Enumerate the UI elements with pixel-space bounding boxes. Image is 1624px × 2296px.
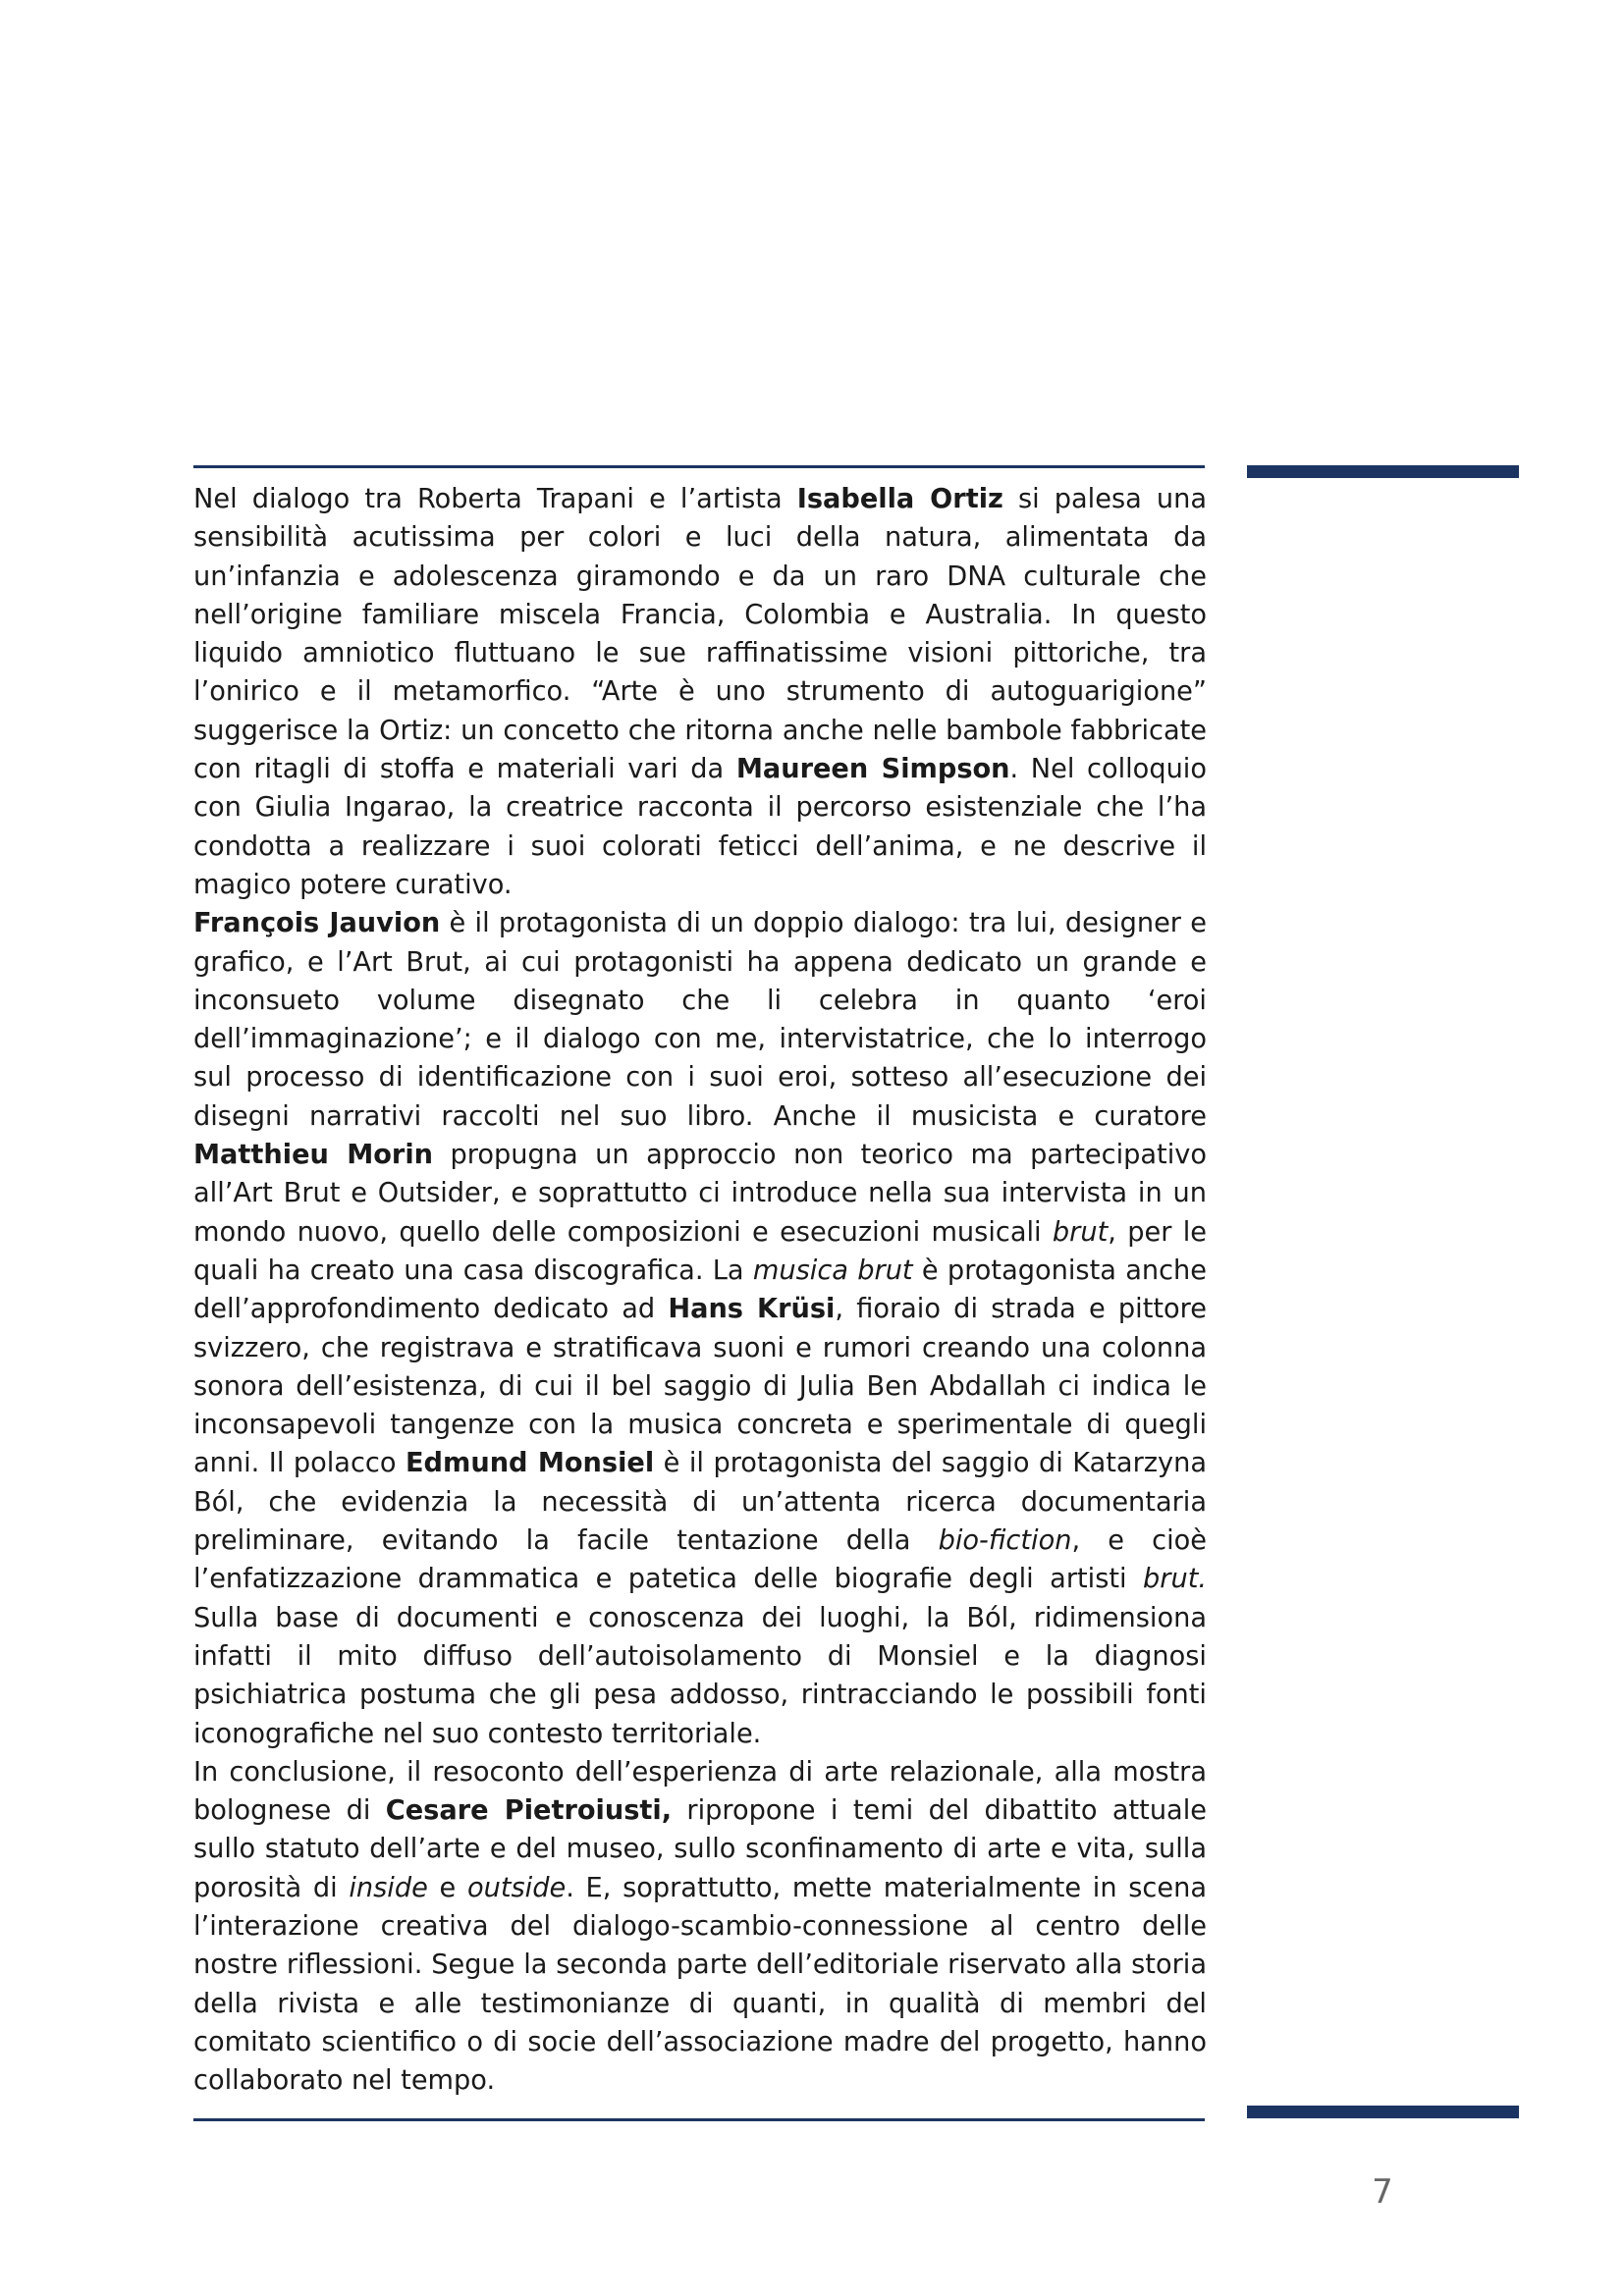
text-run: . Nel colloquio con Giulia Ingarao, la creatrice racconta il percorso esistenziale che l’ha condotta a realizzare i suoi colorati feticci dell’anima, e ne descrive il magico potere curativo. bbox=[193, 754, 1207, 900]
text-run: , e cioè l’enfatizzazione drammatica e patetica delle biografie degli artisti bbox=[193, 1525, 1207, 1595]
paragraph-1 bbox=[193, 480, 1207, 904]
text-run: Cesare Pietroiusti, bbox=[385, 1795, 673, 1827]
text-run: , per le quali ha creato una casa discografica. La bbox=[193, 1216, 1207, 1286]
paragraph-2 bbox=[193, 904, 1207, 1753]
text-run: In conclusione, il resoconto dell’esperienza di arte relazionale, alla mostra bolognese di bbox=[193, 1756, 1207, 1827]
top-rule bbox=[193, 465, 1205, 468]
page-number: 7 bbox=[1372, 2172, 1393, 2212]
text-run: inside bbox=[349, 1872, 428, 1903]
text-run: propugna un approccio non teorico ma partecipativo all’Art Brut e Outsider, e soprattutto ci introduce nella sua intervista in un mondo nuovo, quello delle composizioni e esecuzioni musicali bbox=[193, 1140, 1207, 1248]
bottom-rule bbox=[193, 2118, 1205, 2121]
body-text bbox=[193, 480, 1207, 2100]
text-run: Matthieu Morin bbox=[193, 1140, 434, 1171]
text-run: ripropone i temi del dibattito attuale sullo statuto dell’arte e del museo, sullo sconfinamento di arte e vita, sulla porosità di bbox=[193, 1795, 1207, 1903]
paragraph-3 bbox=[193, 1753, 1207, 2101]
text-run: Hans Krüsi bbox=[668, 1294, 836, 1325]
text-run: bio-fiction bbox=[938, 1525, 1072, 1557]
text-run: è il protagonista di un doppio dialogo: tra lui, designer e grafico, e l’Art Brut, ai cui protagonisti ha appena dedicato un grande e inconsueto volume disegnato che li celebra in quanto ‘eroi dell’immaginazione’; e il dialogo con me, intervistatrice, che lo interrogo sul processo di identificazione con i suoi eroi, sotteso all’esecuzione dei disegni narrativi raccolti nel suo libro. Anche il musicista e curatore bbox=[193, 908, 1207, 1132]
text-run: è protagonista anche dell’approfondimento dedicato ad bbox=[193, 1255, 1207, 1325]
text-run: François Jauvion bbox=[193, 908, 441, 939]
text-run: è il protagonista del saggio di Katarzyna Ból, che evidenzia la necessità di un’attenta ricerca documentaria preliminare, evitando la facile tentazione della bbox=[193, 1448, 1208, 1557]
text-run: Nel dialogo tra Roberta Trapani e l’artista bbox=[193, 484, 797, 514]
text-run: Maureen Simpson bbox=[735, 754, 1010, 785]
text-run: Sulla base di documenti e conoscenza dei luoghi, la Ból, ridimensiona infatti il mito diffuso dell’autoisolamento di Monsiel e la diagnosi psichiatrica postuma che gli pesa addosso, rintracciando le possibili fonti iconografiche nel suo contesto territoriale. bbox=[193, 1602, 1207, 1749]
bottom-accent-bar bbox=[1247, 2106, 1519, 2118]
text-run: brut bbox=[1052, 1216, 1109, 1248]
text-run: Edmund Monsiel bbox=[405, 1448, 655, 1479]
text-run: , fioraio di strada e pittore svizzero, che registrava e stratificava suoni e rumori creando una colonna sonora dell’esistenza, di cui il bel saggio di Julia Ben Abdallah ci indica le inconsapevoli tangenze con la musica concreta e sperimentale di quegli anni. Il polacco bbox=[193, 1294, 1207, 1479]
text-run: musica brut bbox=[752, 1255, 913, 1286]
text-run: Isabella Ortiz bbox=[796, 484, 1003, 514]
top-accent-bar bbox=[1247, 465, 1519, 478]
text-run: e bbox=[427, 1872, 467, 1903]
text-run: brut. bbox=[1143, 1564, 1207, 1595]
text-run: outside bbox=[466, 1872, 567, 1903]
text-run: . E, soprattutto, mette materialmente in scena l’interazione creativa del dialogo-scambio-connessione al centro delle nostre riflessioni. Segue la seconda parte dell’editoriale riservato alla storia della rivista e alle testimonianze di quanti, in qualità di membri del comitato scientifico o di socie dell’associazione madre del progetto, hanno collaborato nel tempo. bbox=[193, 1872, 1207, 2097]
text-run: si palesa una sensibilità acutissima per colori e luci della natura, alimentata da un’infanzia e adolescenza giramondo e da un raro DNA culturale che nell’origine familiare miscela Francia, Colombia e Australia. In questo liquido amniotico fluttuano le sue raffinatissime visioni pittoriche, tra l’onirico e il metamorfico. “Arte è uno strumento di autoguarigione” suggerisce la Ortiz: un concetto che ritorna anche nelle bambole fabbricate con ritagli di stoffa e materiali vari da bbox=[193, 484, 1207, 785]
